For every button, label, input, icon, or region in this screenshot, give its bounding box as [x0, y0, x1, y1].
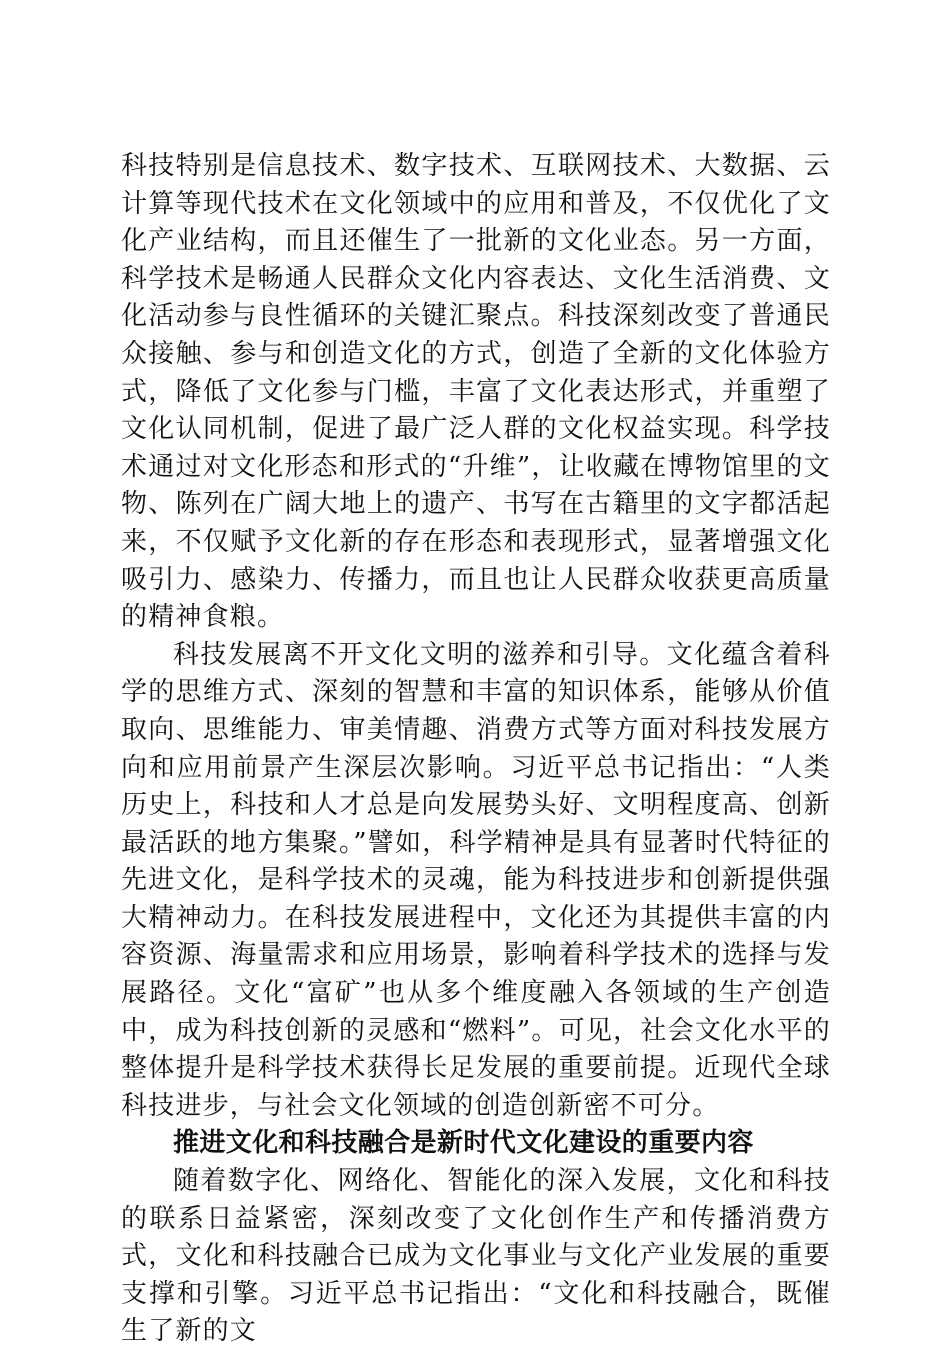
article-body: [121, 148, 831, 1351]
paragraph-integration: 随着数字化、网络化、智能化的深入发展，文化和科技的联系日益紧密，深刻改变了文化创作生产和传播消费方式，文化和科技融合已成为文化事业与文化产业发展的重要支撑和引擎。习近平总书记指出：“文化和科技融合，既催生了新的文: [121, 1166, 831, 1347]
section-heading: 推进文化和科技融合是新时代文化建设的重要内容: [173, 1128, 754, 1159]
paragraph-culture-nourishes-tech: 科技发展离不开文化文明的滋养和引导。文化蕴含着科学的思维方式、深刻的智慧和丰富的知识体系，能够从价值取向、思维能力、审美情趣、消费方式等方面对科技发展方向和应用前景产生深层次影响。习近平总书记指出：“人类历史上，科技和人才总是向发展势头好、文明程度高、创新最活跃的地方集聚。”譬如，科学精神是具有显著时代特征的先进文化，是科学技术的灵魂，能为科技进步和创新提供强大精神动力。在科技发展进程中，文化还为其提供丰富的内容资源、海量需求和应用场景，影响着科学技术的选择与发展路径。文化“富矿”也从多个维度融入各领域的生产创造中，成为科技创新的灵感和“燃料”。可见，社会文化水平的整体提升是科学技术获得长足发展的重要前提。近现代全球科技进步，与社会文化领域的创造创新密不可分。: [121, 639, 831, 1121]
paragraph-tech-empowers-culture: 科技特别是信息技术、数字技术、互联网技术、大数据、云计算等现代技术在文化领域中的应用和普及，不仅优化了文化产业结构，而且还催生了一批新的文化业态。另一方面，科学技术是畅通人民群众文化内容表达、文化生活消费、文化活动参与良性循环的关键汇聚点。科技深刻改变了普通民众接触、参与和创造文化的方式，创造了全新的文化体验方式，降低了文化参与门槛，丰富了文化表达形式，并重塑了文化认同机制，促进了最广泛人群的文化权益实现。科学技术通过对文化形态和形式的“升维”，让收藏在博物馆里的文物、陈列在广阔大地上的遗产、书写在古籍里的文字都活起来，不仅赋予文化新的存在形态和表现形式，显著增强文化吸引力、感染力、传播力，而且也让人民群众收获更高质量的精神食粮。: [121, 151, 831, 633]
